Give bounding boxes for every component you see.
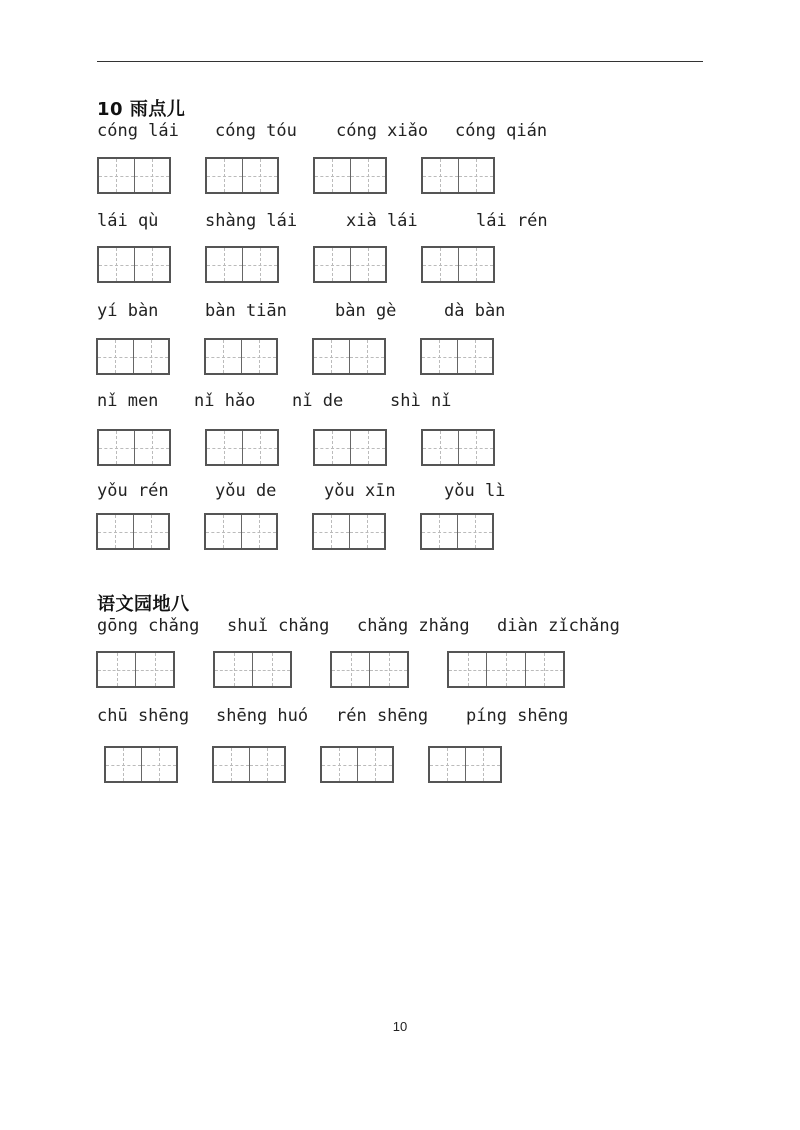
- writing-box[interactable]: [213, 651, 292, 688]
- pinyin-label: nǐ de: [292, 391, 344, 411]
- pinyin-label: shuǐ chǎng: [227, 616, 330, 636]
- pinyin-label: yǒu lì: [444, 481, 506, 501]
- pinyin-label: chū shēng: [97, 706, 190, 726]
- pinyin-label: dà bàn: [444, 301, 506, 321]
- writing-box[interactable]: [421, 246, 495, 283]
- pinyin-label: yǒu xīn: [324, 481, 396, 501]
- writing-box[interactable]: [428, 746, 502, 783]
- pinyin-label: cóng qián: [455, 121, 548, 141]
- writing-box[interactable]: [313, 246, 387, 283]
- writing-box[interactable]: [205, 429, 279, 466]
- header-rule: [97, 61, 703, 62]
- writing-box[interactable]: [204, 338, 278, 375]
- writing-box[interactable]: [421, 429, 495, 466]
- pinyin-label: bàn tiān: [205, 301, 287, 321]
- writing-box[interactable]: [205, 246, 279, 283]
- pinyin-label: xià lái: [346, 211, 418, 231]
- pinyin-label: cóng xiǎo: [336, 121, 429, 141]
- pinyin-label: lái qù: [97, 211, 159, 231]
- pinyin-label: shēng huó: [216, 706, 309, 726]
- pinyin-label: nǐ men: [97, 391, 159, 411]
- pinyin-label: yí bàn: [97, 301, 159, 321]
- pinyin-label: lái rén: [476, 211, 548, 231]
- writing-box[interactable]: [104, 746, 178, 783]
- writing-box[interactable]: [205, 157, 279, 194]
- pinyin-label: cóng tóu: [215, 121, 297, 141]
- writing-box[interactable]: [204, 513, 278, 550]
- writing-box[interactable]: [97, 157, 171, 194]
- writing-box[interactable]: [330, 651, 409, 688]
- writing-box[interactable]: [212, 746, 286, 783]
- pinyin-label: nǐ hǎo: [194, 391, 256, 411]
- pinyin-label: diàn zǐchǎng: [497, 616, 620, 636]
- section-title-yuwen-yuandi: 语文园地八: [97, 594, 190, 615]
- section-title-lesson-10: 10 雨点儿: [97, 99, 186, 120]
- pinyin-label: cóng lái: [97, 121, 179, 141]
- pinyin-label: shàng lái: [205, 211, 298, 231]
- writing-box[interactable]: [96, 651, 175, 688]
- writing-box[interactable]: [97, 246, 171, 283]
- writing-box[interactable]: [420, 338, 494, 375]
- writing-box-three-char[interactable]: [447, 651, 565, 688]
- writing-box[interactable]: [320, 746, 394, 783]
- writing-box[interactable]: [313, 157, 387, 194]
- pinyin-label: píng shēng: [466, 706, 569, 726]
- writing-box[interactable]: [421, 157, 495, 194]
- writing-box[interactable]: [312, 338, 386, 375]
- writing-box[interactable]: [96, 338, 170, 375]
- writing-box[interactable]: [97, 429, 171, 466]
- pinyin-label: chǎng zhǎng: [357, 616, 470, 636]
- writing-box[interactable]: [312, 513, 386, 550]
- pinyin-label: shì nǐ: [390, 391, 452, 411]
- writing-box[interactable]: [420, 513, 494, 550]
- pinyin-label: yǒu de: [215, 481, 277, 501]
- writing-box[interactable]: [96, 513, 170, 550]
- pinyin-label: rén shēng: [336, 706, 429, 726]
- pinyin-label: yǒu rén: [97, 481, 169, 501]
- pinyin-label: gōng chǎng: [97, 616, 200, 636]
- pinyin-label: bàn gè: [335, 301, 397, 321]
- writing-box[interactable]: [313, 429, 387, 466]
- page-number: 10: [392, 1019, 408, 1034]
